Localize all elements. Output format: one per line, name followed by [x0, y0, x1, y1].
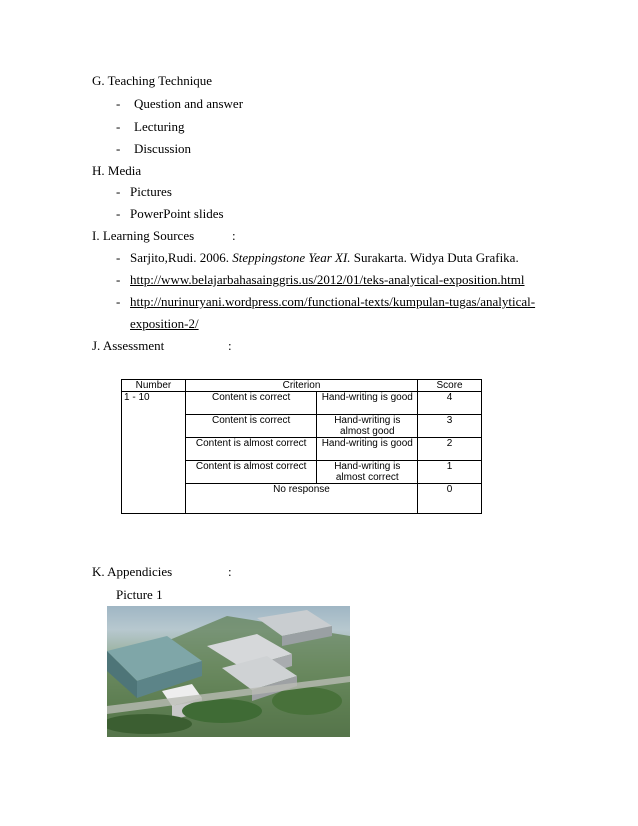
criterion-content: Content is almost correct — [185, 461, 317, 484]
criterion-content: Content is almost correct — [185, 438, 317, 461]
factory-aerial-picture — [107, 606, 350, 737]
section-k-heading: K. Appendicies — [92, 564, 173, 579]
list-dash: - — [116, 141, 121, 156]
reference-author: Sarjito,Rudi. 2006. — [130, 250, 233, 265]
header-number: Number — [122, 380, 186, 392]
table-row — [122, 392, 482, 415]
header-score: Score — [418, 380, 482, 392]
criterion-content: Content is correct — [185, 415, 317, 438]
section-h-heading: H. Media — [92, 163, 142, 178]
list-dash: - — [116, 184, 121, 199]
criterion-handwriting: Hand-writing is good — [317, 438, 418, 461]
reference-title: Steppingstone Year XI. — [232, 250, 351, 265]
factory-illustration — [107, 606, 350, 737]
picture-label: Picture 1 — [116, 587, 163, 602]
score-cell: 4 — [418, 392, 482, 415]
section-i-heading: I. Learning Sources — [92, 228, 195, 243]
list-dash: - — [116, 206, 121, 221]
score-cell: 2 — [418, 438, 482, 461]
list-dash: - — [116, 250, 121, 265]
score-cell: 3 — [418, 415, 482, 438]
score-cell: 0 — [418, 484, 482, 514]
table-header-row — [122, 380, 482, 392]
source-reference — [130, 250, 519, 266]
source-link-2-continued[interactable]: exposition-2/ — [130, 316, 199, 331]
source-link-1[interactable]: http://www.belajarbahasainggris.us/2012/01/teks-analytical-exposition.html — [130, 272, 525, 287]
list-item: Question and answer — [134, 96, 244, 111]
criterion-handwriting: Hand-writing is almost correct — [317, 461, 418, 484]
list-item: Pictures — [130, 184, 172, 199]
section-g-heading: G. Teaching Technique — [92, 73, 213, 88]
list-item: Discussion — [134, 141, 192, 156]
list-dash: - — [116, 119, 121, 134]
section-j-heading: J. Assessment — [92, 338, 165, 353]
number-range: 1 - 10 — [122, 392, 186, 514]
assessment-table — [121, 379, 482, 514]
source-link-2[interactable]: http://nurinuryani.wordpress.com/functional-texts/kumpulan-tugas/analytical- — [130, 294, 536, 309]
section-colon: : — [228, 338, 232, 353]
list-dash: - — [116, 96, 121, 111]
criterion-handwriting: Hand-writing is good — [317, 392, 418, 415]
reference-publisher: Surakarta. Widya Duta Grafika. — [350, 250, 519, 265]
score-cell: 1 — [418, 461, 482, 484]
header-criterion: Criterion — [185, 380, 417, 392]
list-item: PowerPoint slides — [130, 206, 224, 221]
list-dash: - — [116, 294, 121, 309]
list-item: Lecturing — [134, 119, 185, 134]
section-colon: : — [228, 564, 232, 579]
no-response-cell: No response — [185, 484, 417, 514]
criterion-content: Content is correct — [185, 392, 317, 415]
section-colon: : — [232, 228, 236, 243]
list-dash: - — [116, 272, 121, 287]
criterion-handwriting: Hand-writing is almost good — [317, 415, 418, 438]
